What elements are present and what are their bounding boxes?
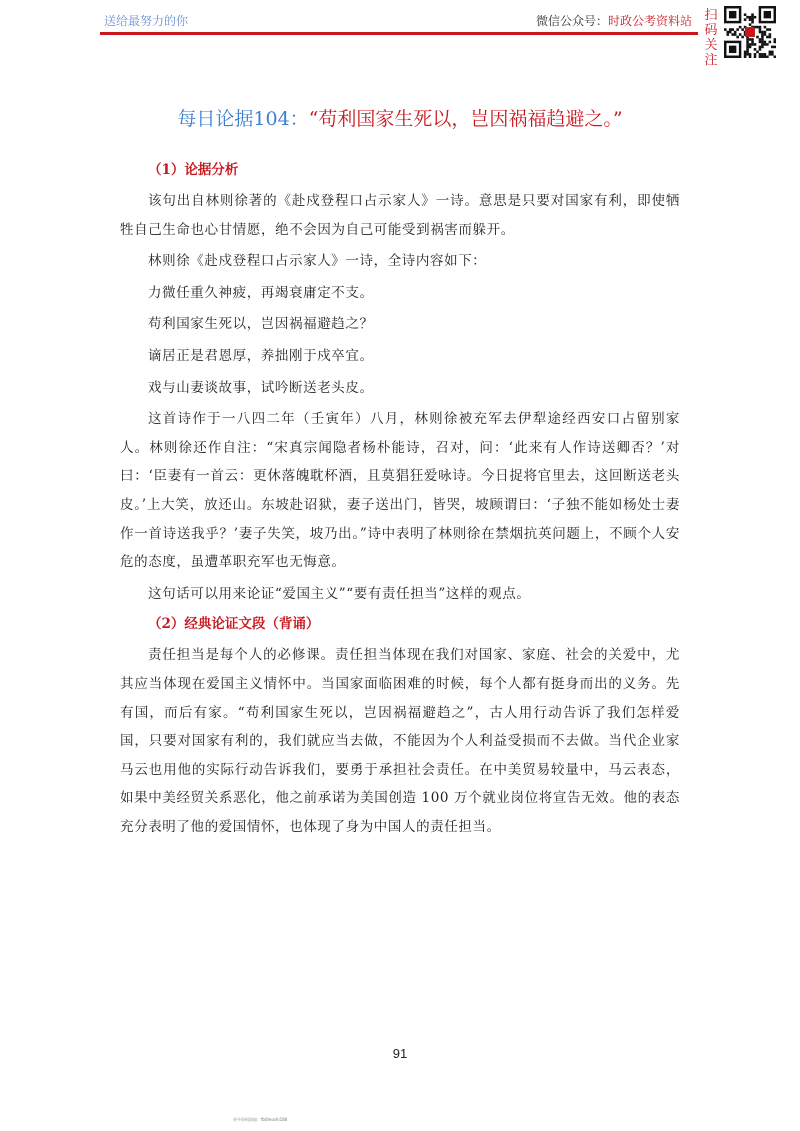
qr-code-graphic [724, 6, 776, 58]
paragraph: 该句出自林则徐著的《赴戍登程口占示家人》一诗。意思是只要对国家有利，即使牺牲自己生命也心甘情愿，绝不会因为自己可能受到祸害而躲开。 [120, 193, 680, 238]
title-quote: “苟利国家生死以，岂因祸福趋避之。” [308, 108, 623, 130]
section-heading-argument: （2）经典论证文段（背诵） [148, 616, 320, 633]
header-slogan: 送给最努力的你 [104, 14, 189, 28]
poem-line: 苟利国家生死以，岂因祸福避趋之？ [148, 316, 374, 333]
poem-line: 谪居正是君恩厚，养拙刚于戍卒宜。 [148, 347, 374, 364]
wechat-account-name: 时政公考资料站 [607, 14, 692, 28]
wechat-label: 微信公众号： [535, 14, 608, 28]
section-heading-analysis: （1）论据分析 [148, 162, 239, 178]
page-number: 91 [392, 1046, 408, 1061]
header-divider [100, 32, 698, 35]
header-wechat [536, 12, 692, 29]
footer-note: 更多资料添加：fb0moshi188 [233, 1117, 288, 1122]
page-title [0, 104, 800, 131]
qr-code-icon[interactable] [724, 6, 776, 58]
main-content [120, 154, 680, 841]
paragraph: 这首诗作于一八四二年（壬寅年）八月，林则徐被充军去伊犁途经西安口占留别家人。林则徐还作自注：“宋真宗闻隐者杨朴能诗，召对，问：‘此来有人作诗送卿否？’对曰：‘臣妻有一首云：更休落魄耽杯酒，且莫猖狂爱咏诗。今日捉将官里去，这回断送老头皮。’上大笑，放还山。东坡赴诏狱，妻子送出门，皆哭，坡顾谓曰：‘子独不能如杨处士妻作一首诗送我乎？’妻子失笑，坡乃出。”诗中表明了林则徐在禁烟抗英问题上，不顾个人安危的态度，虽遭革职充军也无悔意。 [120, 411, 680, 571]
title-prefix: 每日论据104： [177, 108, 309, 130]
paragraph: 林则徐《赴戍登程口占示家人》一诗，全诗内容如下： [148, 253, 487, 270]
poem-line: 戏与山妻谈故事，试吟断送老头皮。 [148, 379, 374, 396]
paragraph: 这句话可以用来论证“爱国主义”“要有责任担当”这样的观点。 [148, 585, 531, 602]
paragraph: 责任担当是每个人的必修课。责任担当体现在我们对国家、家庭、社会的关爱中，尤其应当体现在爱国主义情怀中。当国家面临困难的时候，每个人都有挺身而出的义务。先有国，而后有家。“苟利国家生死以，岂因祸福避趋之”，古人用行动告诉了我们怎样爱国，只要对国家有利的，我们就应当去做，不能因为个人利益受损而不去做。当代企业家马云也用他的实际行动告诉我们，要勇于承担社会责任。在中美贸易较量中，马云表态，如果中美经贸关系恶化，他之前承诺为美国创造 100 万个就业岗位将宣告无效。他的表态充分表明了他的爱国情怀，也体现了身为中国人的责任担当。 [120, 647, 680, 835]
scan-follow-tag: 扫码关注 [704, 8, 718, 68]
poem-line: 力微任重久神疲，再竭衰庸定不支。 [148, 284, 374, 301]
